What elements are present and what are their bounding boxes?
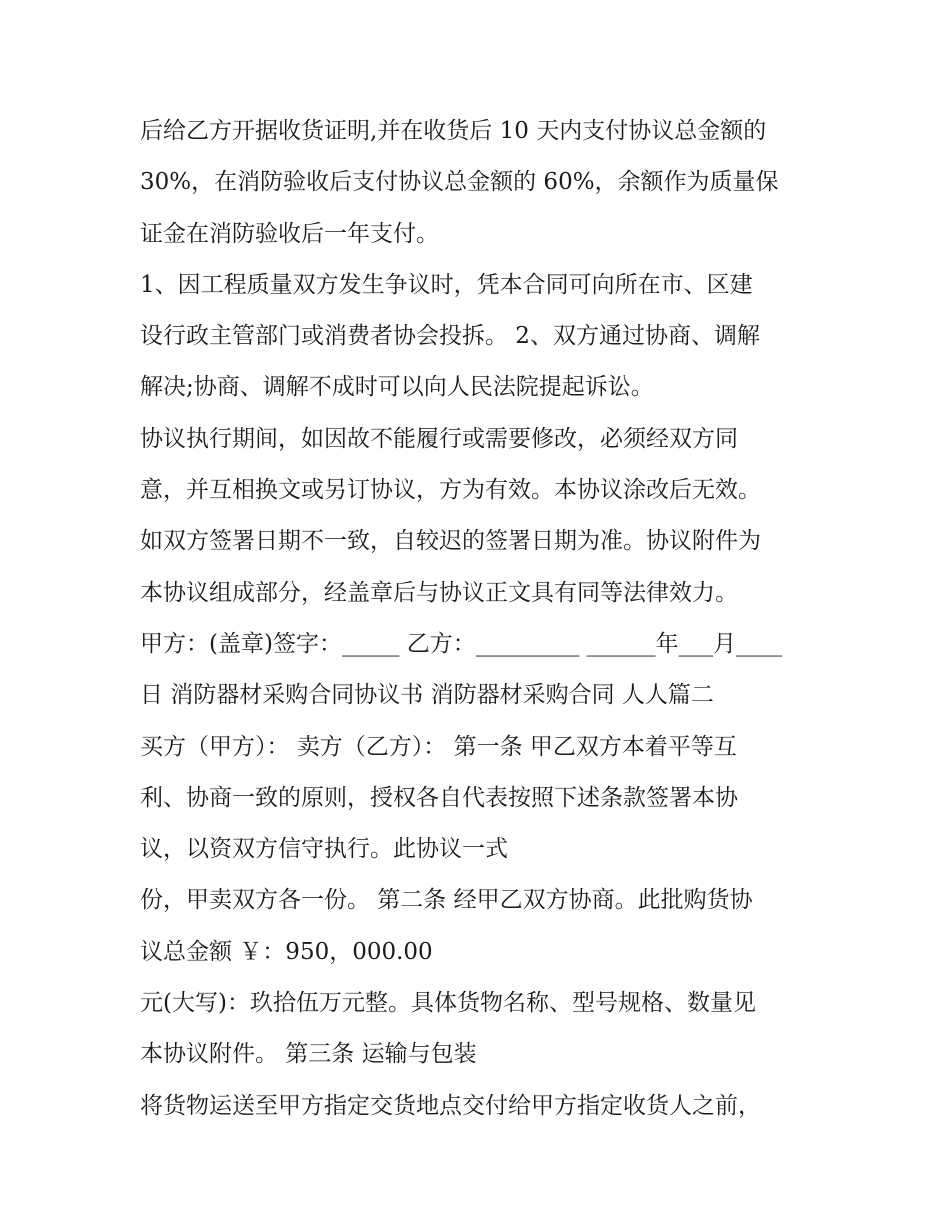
text-line: 本协议组成部分，经盖章后与协议正文具有同等法律效力。 [140, 579, 738, 606]
text-line: 将货物运送至甲方指定交货地点交付给甲方指定收货人之前， [140, 1092, 761, 1119]
text-line: 1、因工程质量双方发生争议时，凭本合同可向所在市、区建 [140, 271, 753, 298]
text-line: 元(大写)：玖拾伍万元整。具体货物名称、型号规格、数量见 [140, 990, 756, 1017]
document-body [140, 106, 830, 1132]
text-line: 利、协商一致的原则，授权各自代表按照下述条款签署本协 [140, 784, 738, 811]
text-line: 协议执行期间，如因故不能履行或需要修改，必须经双方同 [140, 425, 738, 452]
signature-line: 甲方：(盖章)签字：_____ 乙方：_________ ______年___月____ [140, 630, 783, 657]
text-line: 买方（甲方）： 卖方（乙方）： 第一条 甲乙双方本着平等互 [140, 733, 737, 760]
text-line: 后给乙方开据收货证明,并在收货后 10 天内支付协议总金额的 [140, 118, 767, 144]
text-line: 份，甲卖双方各一份。 第二条 经甲乙双方协商。此批购货协 [140, 887, 753, 914]
text-line: 证金在消防验收后一年支付。 [140, 220, 439, 247]
text-line: 议，以资双方信守执行。此协议一式 [140, 836, 508, 863]
amount-line: 议总金额 ￥：950，000.00 [140, 938, 433, 965]
text-line: 意，并互相换文或另订协议，方为有效。本协议涂改后无效。 [140, 477, 761, 504]
text-line: 如双方签署日期不一致，自较迟的签署日期为准。协议附件为 [140, 528, 761, 555]
text-line: 本协议附件。 第三条 运输与包装 [140, 1041, 477, 1068]
text-line: 设行政主管部门或消费者协会投拆。 2、双方通过协商、调解 [140, 323, 760, 350]
text-line: 解决;协商、调解不成时可以向人民法院提起诉讼。 [140, 374, 654, 401]
text-line: 日 消防器材采购合同协议书 消防器材采购合同 人人篇二 [140, 682, 714, 709]
text-line: 30%，在消防验收后支付协议总金额的 60%，余额作为质量保 [140, 169, 779, 196]
